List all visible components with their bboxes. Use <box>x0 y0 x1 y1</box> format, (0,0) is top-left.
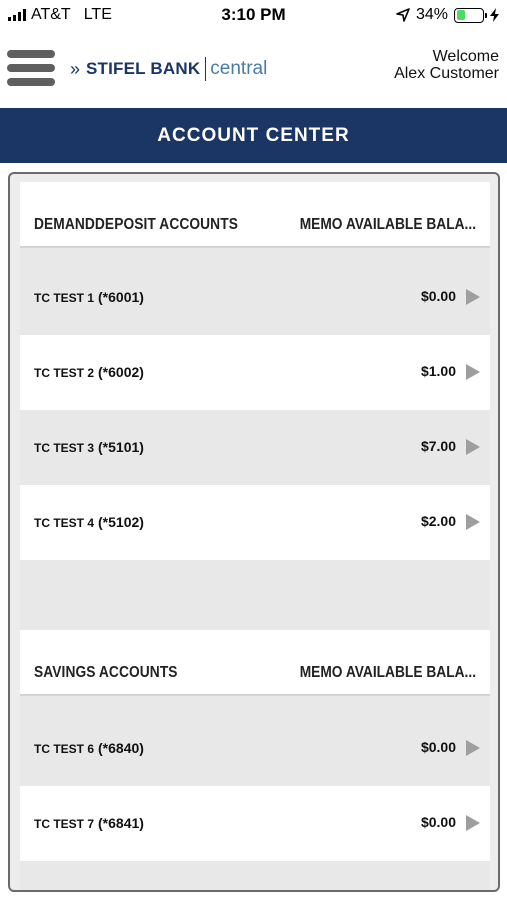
app-header <box>0 32 507 108</box>
accounts-panel <box>8 172 500 892</box>
section-title: SAVINGS ACCOUNTS <box>34 664 178 681</box>
welcome-message <box>394 48 499 82</box>
account-name: TC TEST 6 <box>34 742 95 756</box>
balance-column-header[interactable]: MEMO AVAILABLE BALA... <box>299 216 476 233</box>
account-balance: $0.00 <box>420 739 456 755</box>
hamburger-menu-icon[interactable] <box>7 50 55 86</box>
section-gap <box>20 560 490 630</box>
account-name: TC TEST 2 <box>34 366 95 380</box>
account-row[interactable] <box>20 485 490 560</box>
charging-icon <box>490 8 499 22</box>
balance-column-header[interactable]: MEMO AVAILABLE BALA... <box>299 664 476 681</box>
carrier-label: AT&T <box>31 6 71 23</box>
account-name: TC TEST 3 <box>34 441 95 455</box>
section-title: DEMANDDEPOSIT ACCOUNTS <box>34 216 238 233</box>
account-name: TC TEST 1 <box>34 291 95 305</box>
account-number: (*5101) <box>98 439 144 455</box>
accounts-list <box>20 182 490 892</box>
account-name: TC TEST 7 <box>34 817 95 831</box>
account-row[interactable] <box>20 260 490 335</box>
account-number: (*6841) <box>98 815 144 831</box>
chevron-right-icon <box>466 289 480 305</box>
user-name: Alex Customer <box>394 65 499 82</box>
account-row[interactable] <box>20 786 490 861</box>
status-time: 3:10 PM <box>221 5 286 24</box>
account-balance: $1.00 <box>420 363 456 379</box>
location-icon <box>396 8 410 22</box>
logo-brand: STIFEL BANK <box>86 59 201 78</box>
account-balance: $2.00 <box>420 513 456 529</box>
account-row[interactable] <box>20 711 490 786</box>
account-number: (*6840) <box>98 740 144 756</box>
account-row[interactable] <box>20 335 490 410</box>
chevron-right-icon <box>466 815 480 831</box>
stifel-logo[interactable] <box>70 56 267 82</box>
section-header-savings <box>20 630 490 696</box>
chevron-right-icon <box>466 514 480 530</box>
chevron-right-icon <box>466 740 480 756</box>
chevron-right-icon <box>466 364 480 380</box>
account-number: (*5102) <box>98 514 144 530</box>
status-right <box>396 6 499 24</box>
status-bar <box>0 0 507 32</box>
account-number: (*6001) <box>98 289 144 305</box>
account-name: TC TEST 4 <box>34 516 95 530</box>
welcome-line: Welcome <box>432 48 499 65</box>
account-balance: $0.00 <box>420 814 456 830</box>
account-row[interactable] <box>20 410 490 485</box>
page-title-bar <box>0 108 507 163</box>
logo-chevron: » <box>70 58 81 79</box>
account-balance: $0.00 <box>420 288 456 304</box>
account-number: (*6002) <box>98 364 144 380</box>
page-title: ACCOUNT CENTER <box>157 124 350 146</box>
network-label: LTE <box>83 6 112 23</box>
chevron-right-icon <box>466 439 480 455</box>
battery-icon <box>454 8 484 23</box>
section-header-demand-deposit <box>20 182 490 248</box>
account-balance: $7.00 <box>420 438 456 454</box>
logo-product: central <box>210 58 268 79</box>
battery-percent: 34% <box>415 6 448 23</box>
